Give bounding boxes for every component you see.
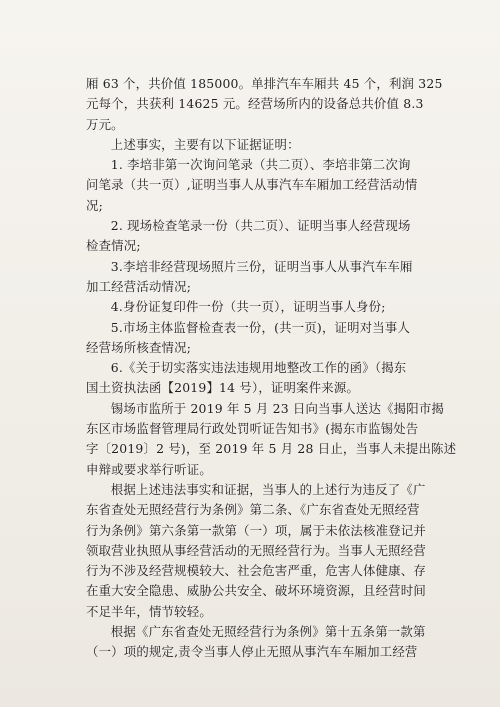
paragraph-evidence-intro <box>86 135 438 155</box>
paragraph-line: 根据上述违法事实和证据，当事人的上述行为违反了《广 <box>110 481 426 497</box>
paragraph-line: 6.《关于切实落实违法违规用地整改工作的函》（揭东 <box>110 360 407 376</box>
paragraph-legal-basis <box>86 480 438 622</box>
paragraph-line: 国土资执法函【2019】14 号），证明案件来源。 <box>86 380 360 396</box>
evidence-item-5 <box>86 318 438 359</box>
paragraph-line: 字〔2019〕2 号)，至 2019 年 5 月 28 日止，当事人未提出陈述 <box>86 441 457 457</box>
paragraph-line: 锡场市监所于 2019 年 5 月 23 日向当事人送达《揭阳市揭 <box>110 400 445 416</box>
paragraph-line: 况; <box>86 197 103 213</box>
paragraph-line: （一）项的规定,责令当事人停止无照从事汽车车厢加工经营 <box>86 644 418 660</box>
paragraph-line: 厢 63 个，共价值 185000。单排汽车车厢共 45 个，利润 325 <box>86 76 443 91</box>
evidence-item-6 <box>86 358 438 399</box>
paragraph-line: 东区市场监督管理局行政处罚听证告知书》(揭东市监锡处告 <box>86 421 419 437</box>
paragraph-line: 申辩或要求举行听证。 <box>86 461 212 477</box>
paragraph-line: 在重大安全隐患、威胁公共安全、破坏环境资源，且经营时间 <box>86 583 426 599</box>
evidence-item-3 <box>86 257 438 298</box>
paragraph-line: 5.市场主体监督检查表一份，(共一页)，证明对当事人 <box>110 319 411 335</box>
paragraph-line: 行为条例》第六条第一款第（一）项，属于未依法核准登记并 <box>86 522 426 538</box>
document-content <box>86 74 457 663</box>
paragraph-hearing-notice <box>86 399 457 480</box>
paragraph-line: 检查情况; <box>86 238 141 254</box>
paragraph-line: 1. 李培非第一次询问笔录（共二页）、李培非第二次询 <box>110 157 411 173</box>
paragraph-line: 根据《广东省查处无照经营行为条例》第十五条第一款第 <box>110 624 426 640</box>
paragraph-line: 问笔录（共一页）,证明当事人从事汽车车厢加工经营活动情 <box>86 177 418 193</box>
paragraph-line: 3.李培非经营现场照片三份，证明当事人从事汽车车厢 <box>110 258 413 274</box>
paragraph-line: 万元。 <box>86 116 124 132</box>
paragraph-line: 领取营业执照从事经营活动的无照经营行为。当事人无照经营 <box>86 542 426 558</box>
evidence-item-1 <box>86 155 438 216</box>
paragraph-penalty-basis <box>86 622 438 663</box>
paragraph-income-summary <box>86 74 443 135</box>
paragraph-line: 加工经营活动情况; <box>86 278 192 294</box>
paragraph-line: 2. 现场检查笔录一份（共二页）、证明当事人经营现场 <box>110 218 411 234</box>
evidence-item-2 <box>86 216 438 257</box>
paragraph-line: 东省查处无照经营行为条例》第二条、《广东省查处无照经营 <box>86 502 420 518</box>
paragraph-line: 不足半年，情节较轻。 <box>86 603 212 619</box>
evidence-item-4 <box>86 297 438 317</box>
paragraph-line: 上述事实，主要有以下证据证明： <box>110 136 300 152</box>
paragraph-line: 元每个，共获利 14625 元。经营场所内的设备总共价值 8.3 <box>86 96 424 112</box>
paragraph-line: 4.身份证复印件一份（共一页），证明当事人身份; <box>110 299 386 315</box>
paragraph-line: 行为不涉及经营规模较大、社会危害严重，危害人体健康、存 <box>86 563 426 579</box>
paragraph-line: 经营场所核查情况; <box>86 339 192 355</box>
